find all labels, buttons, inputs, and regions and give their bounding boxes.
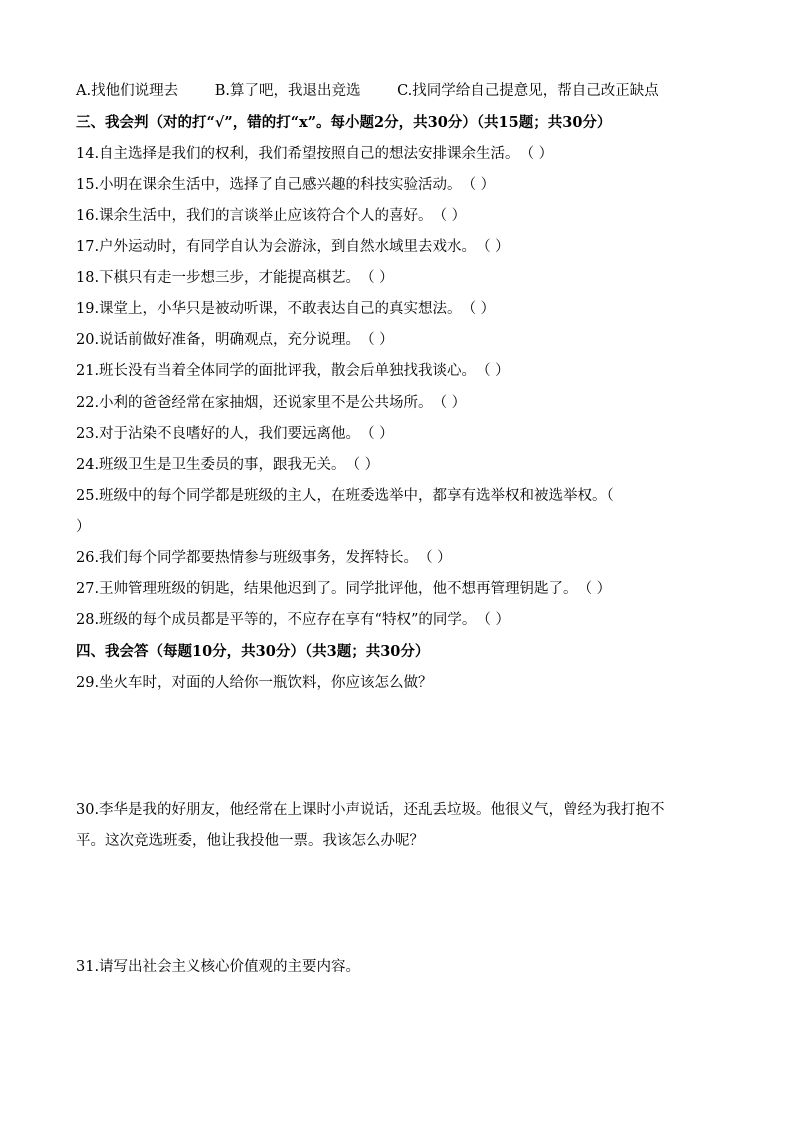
- answer-parentheses[interactable]: （ ）: [418, 550, 452, 566]
- judge-item-text: 28.班级的每个成员都是平等的，不应存在享有“特权”的同学。: [76, 612, 477, 628]
- judge-item-text: 26.我们每个同学都要热情参与班级事务，发挥特长。: [76, 550, 419, 566]
- judge-item-text: 16.课余生活中，我们的言谈举止应该符合个人的喜好。: [76, 208, 433, 224]
- judge-item-text: 15.小明在课余生活中，选择了自己感兴趣的科技实验活动。: [76, 177, 462, 193]
- question-30-line2: 平。这次竞选班委，他让我投他一票。我该怎么办呢？: [76, 833, 424, 849]
- answer-parentheses[interactable]: （ ）: [360, 270, 394, 286]
- judge-item-text: 21.班长没有当着全体同学的面批评我，散会后单独找我谈心。: [76, 363, 477, 379]
- judge-item: [76, 237, 724, 257]
- judge-item: [76, 424, 724, 444]
- answer-parentheses[interactable]: （ ）: [577, 581, 612, 597]
- answer-parentheses[interactable]: （ ）: [476, 239, 510, 255]
- option-b: B.算了吧，我退出竞选: [214, 83, 361, 99]
- section-four-heading: 四、我会答（每题10分，共30分）（共3题；共30分）: [76, 643, 430, 660]
- judge-item: [76, 299, 724, 319]
- answer-parentheses[interactable]: （ ）: [360, 426, 394, 442]
- question-31: 31.请写出社会主义核心价值观的主要内容。: [76, 959, 361, 975]
- judge-item-text: 23.对于沾染不良嗜好的人，我们要远离他。: [76, 426, 361, 442]
- judge-item-text: 18.下棋只有走一步想三步，才能提高棋艺。: [76, 270, 361, 286]
- judge-item-text: 17.户外运动时，有同学自认为会游泳，到自然水域里去戏水。: [76, 239, 477, 255]
- judge-item: [76, 330, 724, 350]
- judge-item: [76, 610, 724, 630]
- judge-item: [76, 548, 724, 568]
- judge-item-text: 22.小利的爸爸经常在家抽烟，还说家里不是公共场所。: [76, 395, 433, 411]
- judge-item-text: 14.自主选择是我们的权利，我们希望按照自己的想法安排课余生活。: [76, 146, 520, 162]
- section-three-heading: 三、我会判（对的打“√”，错的打“x”。每小题2分，共30分）（共15题；共30分）: [76, 114, 612, 131]
- judge-item-text: 20.说话前做好准备，明确观点，充分说理。: [76, 332, 361, 348]
- answer-parentheses[interactable]: （ ）: [360, 332, 394, 348]
- judge-item-text: 24.班级卫生是卫生委员的事，跟我无关。: [76, 457, 346, 473]
- option-a: A.找他们说理去: [76, 83, 179, 99]
- judge-item: [76, 455, 724, 475]
- answer-parentheses[interactable]: （ ）: [476, 612, 510, 628]
- judge-item: [76, 175, 724, 195]
- answer-parentheses[interactable]: （ ）: [432, 208, 467, 224]
- judge-item: [76, 206, 724, 226]
- judge-item-text: 27.王帅管理班级的钥匙，结果他迟到了。同学批评他，他不想再管理钥匙了。: [76, 581, 578, 597]
- judge-item: [76, 144, 724, 164]
- judge-item: [76, 361, 724, 381]
- answer-parentheses[interactable]: （ ）: [461, 301, 496, 317]
- answer-parentheses[interactable]: （ ）: [432, 395, 467, 411]
- judge-item-25-line1: 25.班级中的每个同学都是班级的主人，在班委选举中，都享有选举权和被选举权。（: [76, 488, 614, 504]
- judge-item: [76, 579, 724, 599]
- answer-parentheses[interactable]: （ ）: [461, 177, 496, 193]
- options-line: [76, 81, 724, 101]
- question-29: 29.坐火车时，对面的人给你一瓶饮料，你应该怎么做？: [76, 675, 433, 691]
- judge-item: [76, 268, 724, 288]
- judge-item-text: 19.课堂上，小华只是被动听课，不敢表达自己的真实想法。: [76, 301, 462, 317]
- answer-parentheses[interactable]: （ ）: [476, 363, 510, 379]
- option-c: C.找同学给自己提意见，帮自己改正缺点: [397, 83, 659, 99]
- judge-item-25-line2[interactable]: ）: [76, 519, 91, 535]
- answer-parentheses[interactable]: （ ）: [519, 146, 554, 162]
- judge-item: [76, 393, 724, 413]
- question-30-line1: 30.李华是我的好朋友，他经常在上课时小声说话，还乱丢垃圾。他很义气，曾经为我打抱不: [76, 802, 665, 818]
- answer-parentheses[interactable]: （ ）: [345, 457, 380, 473]
